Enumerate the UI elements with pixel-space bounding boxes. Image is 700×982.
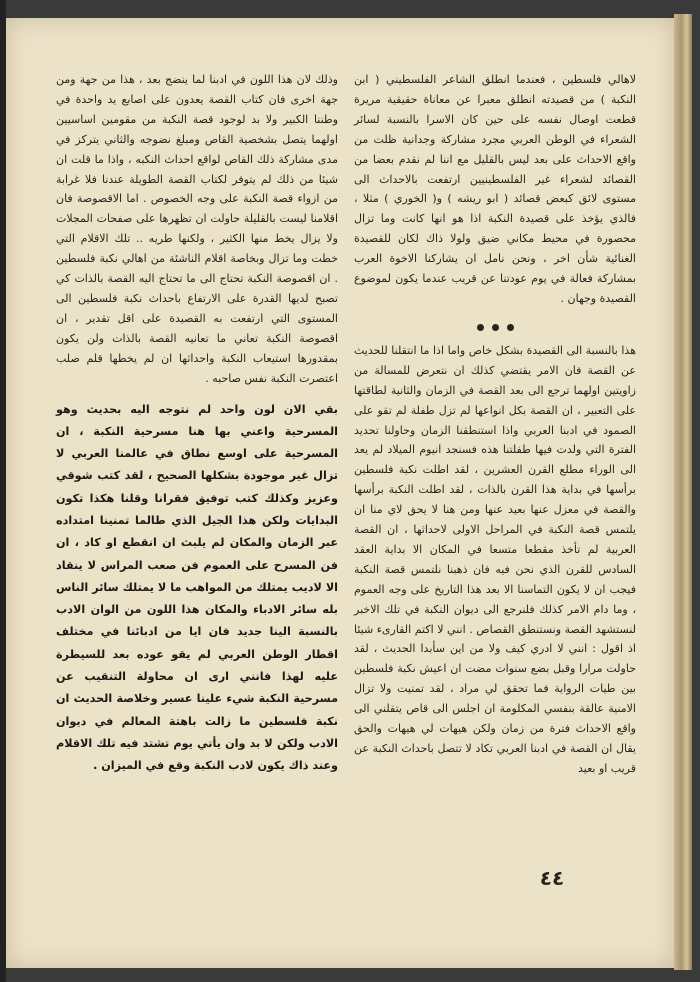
section-separator (354, 317, 636, 339)
left-column (56, 70, 338, 788)
right-paragraph-2: هذا بالنسبة الى القصيدة بشكل خاص واما اذا ما انتقلنا للحديث عن القصة فان الامر يقتضي كذلك ان نتعرض للمسالة من زاويتين اولهما ترجع الى بعد القصة في الزمان والثانية لطاقتها على التعبير ، ان القصة بكل انواعها لم تزل طفلة لم تقو على الصمود في ادبنا العربي واذا استنطقنا الزمان وحاولنا تحديد الفترة التي ولدت فيها طفلتنا هذه فسنجد انيوم الميلاد لم يعد الى الوراء مطلع القرن العشرين ، لقد اطلت نكبة فلسطين برأسها في بداية هذا القرن بالذات ، لقد اطلت النكبة برأسها والقصة في معزل عنها بعيد عنها ومن هنا لا يحق لاي منا ان يلتمس قصة النكبة في المراحل الاولى لاحداثها ، ان القصة العربية لم تأخذ مقطعا متسعا في المكان الا بداية العقد السادس للقرن الذي نحن فيه فان ذهبنا نلتمس قصة النكبة فيجب ان لا يكون التماسنا الا بعد هذا التاريخ على وجه العموم ، وما دام الامر كذلك فلنرجع الى ديوان النكبة في تلك الاخبر لنستشهد القصة ونستنطق القصاص . انني لا اكتم القارىء شيئا اذ اقول : انني لا ادري كيف ولا من اين سأبدا الحديث ، لقد حاولت مرارا وقبل بضع سنوات مضت ان اعيش نكبة فلسطين بين طيات الرواية فما تحقق لي مراد ، لقد تمنيت ولا تزال الامنية عالقة بنفسي المكلومة ان اجلس الى قاص يتقلني الى واقع الاحداث فترة من زمان ولكن هيهات لي هيهات والحق يقال ان القصة في ادبنا العربي تكاد لا تتصل باحداث النكبة عن قريب او بعيد (354, 343, 636, 775)
page-edge (674, 14, 692, 970)
left-paragraph-1: وذلك لان هذا اللون في ادبنا لما ينضج بعد ، هذا من جهة ومن جهة اخرى فان كتاب القصة يعدون على اصابع يد واحدة في وطننا الكبير ولا بد لوجود قصة النكبة من مقومين اساسيين اولهما يتصل بشخصية القاص ومبلغ نضوجه والثاني يتركز في مدى مشاركة ذلك القاص لواقع احداث النكبه ، واذا ما قلت ان شيئا من ذلك لم يتوفر لكتاب القصة الطويلة عندنا فلا غرابة من ازواء قصة النكبة على وجه الخصوص . اما الاقصوصة فان اقلامنا ليست بالقليلة حاولت ان تظهرها على صفحات المجلات ولا يزال يخط منها الكثير ، ولكنها طريه .. تلك الاقلام التي خطت وما تزال وبخاصة اقلام الناشئة من اهالي نكبة فلسطين . ان اقصوصة النكبة تحتاج الى ما تحتاج اليه القصة بالذات كي تصبح لديها القدرة على الارتفاع باحداث نكبة فلسطين الى المستوى التي ارتفعت به القصيدة على اقل تقدير ، ان اقصوصة النكبة تعاني ما تعانيه القصة بالذات ولن يكون بمقدورها استيعاب النكبة واحداثها ان لم يخطها قلم صلب اعتصرت النكبة نفس صاحبه . (56, 73, 338, 385)
page-number: ٤٤ (539, 866, 565, 890)
right-paragraph-1: لاهالي فلسطين ، فعندما انطلق الشاعر الفلسطيني ( ابن النكبة ) من قصيدته انطلق معبرا عن معاناة حقيقية مريرة قطعت اوصال نفسه على حين كان الاسرا بالنسبة لسائر الشعراء في الوطن العربي مجرد مشاركة وجدانية ظلت من واقع الاحداث على بعد ليس بالقليل مع اننا لم نقدم بعضا من القصائد لشعراء غير الفلسطينيين ارتفعت بالاحداث الى مستوى لائق كبعض قصائد ( ابو ريشه ) و( الخوري ) مثلا ، فالذي يؤخذ على قصيدة النكبة اذا هو انها كانت وما تزال محصورة في محيط مكاني ضيق ولولا ذاك لكان للقصيدة الغنائية شأن اخر ، ونحن نامل ان يشاركنا الاخوة العرب بمشاركة فعالة في يوم عودتنا عن قريب عندما يكون لموضوع القصيدة وجهان . (354, 73, 636, 305)
left-paragraph-bold: بقي الان لون واحد لم نتوجه اليه بحديث وهو المسرحية واعني بها هنا مسرحية النكبة ، ان المسرحية على اوسع نطاق في عالمنا العربي لا تزال غير موجودة بشكلها الصحيح ، لقد كتب شوقي وعزيز وكذلك كتب توفيق فقرانا وقلنا هكذا تكون البدايات ولكن هذا الجيل الذي طالما تمنينا امتداده عبر الزمان والمكان لم يلبث ان انقطع او كاد ، ان فن المسرح على العموم فن صعب المراس لا ينقاد الا لاديب يمتلك من المواهب ما لا يمتلك سائر الناس بله سائر الادباء والمكان هذا اللون من الوان الادب بالنسبة الينا جديد فان ايا من ادبائنا في مختلف اقطار الوطن العربي لم يقو عوده بعد للسيطرة عليه لهذا فانني ارى ان محاولة التنقيب عن مسرحية النكبة شيء علينا عسير وخلاصة الحديث ان نكبة فلسطين ما زالت باهتة المعالم في ديوان الادب ولكن لا بد وان يأتي يوم تشتد فيه تلك الاقلام وعند ذاك يكون لادب النكبة وقع في الميزان . (56, 402, 338, 773)
separator-dot (477, 324, 484, 331)
right-column (354, 70, 636, 789)
separator-dot (492, 324, 499, 331)
separator-dot (507, 324, 514, 331)
